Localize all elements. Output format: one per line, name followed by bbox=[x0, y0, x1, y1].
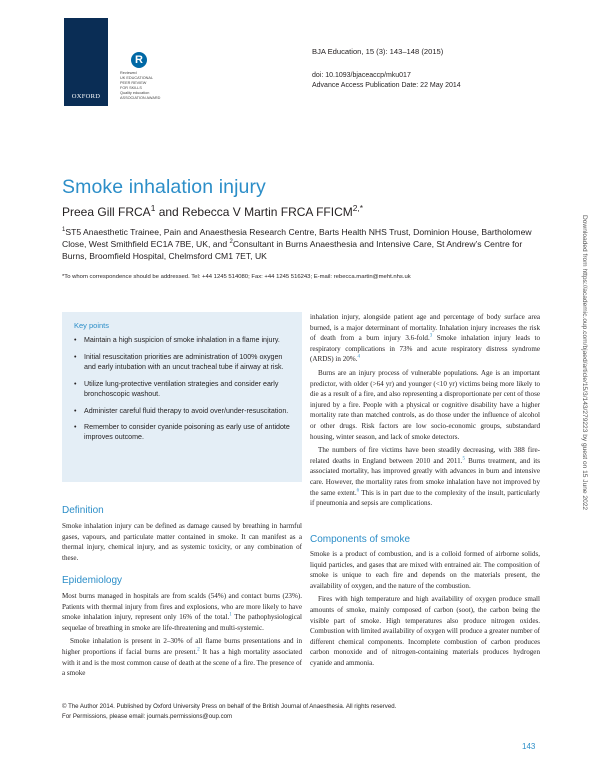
text-run: The pathophysiological sequelae of breathing in smoke are life-threatening and multi-systemic. bbox=[62, 613, 302, 632]
paragraph: Smoke inhalation injury can be defined as damage caused by breathing in harmful gases, vapours, and particulate matter contained in smoke. It can manifest as a thermal injury, chemical injury, and as systemic toxicity, or any combination of these. bbox=[62, 522, 302, 562]
paragraph bbox=[62, 591, 302, 633]
affiliation-2: Consultant in Burns Anaesthesia and Intensive Care, St Andrew’s Centre for Burns, Broomfield Hospital, Chelmsford CM1 7ET, UK bbox=[62, 238, 523, 261]
text-run: It has a high mortality associated with it and is the most common cause of death at the scene of a fire. The presence of a smoke bbox=[62, 647, 302, 678]
section-heading-epidemiology: Epidemiology bbox=[62, 575, 123, 586]
affiliations bbox=[62, 227, 542, 262]
badge-line: UK EDUCATIONAL bbox=[120, 76, 154, 80]
text-run: inhalation injury, alongside patient age and percentage of body surface area burned, is a major determinant of mortality. Inhalation injury increases the risk of death from a burn injury 3.6-fold. bbox=[310, 313, 540, 343]
publisher-logo bbox=[64, 18, 108, 106]
right-column-text bbox=[310, 312, 540, 509]
key-point: • Administer careful fluid therapy to avoid over/under-resuscitation. bbox=[74, 407, 296, 417]
text-run: Most burns managed in hospitals are from scalds (54%) and contact burns (23%). Patients with thermal injury from fires and explosions, who are more likely to have smoke inhalation injury, represent only 16% of the total. bbox=[62, 592, 302, 622]
citation-ref[interactable]: 6 bbox=[356, 488, 360, 494]
paragraph: Smoke is a product of combustion, and is a colloid formed of airborne solids, liquid particles, and gases that are mixed with entrained air. The composition of smoke is unique to each fire and depends on the materials present, the availability of oxygen, and the nature of the combustion. bbox=[310, 550, 540, 590]
key-point: • Remember to consider cyanide poisoning as early use of antidote improves outcome. bbox=[74, 423, 296, 443]
paragraph: Burns are an injury process of vulnerable populations. Age is an important predictor, with older (>64 yr) and younger (<10 yr) victims being more likely to die as a result of a fire, and also representing a disproportionate per cent of those injured by a fire. People with a physical or cognitive disability have a higher mortality rate than matched controls, as do those under the influence of alcohol or other drugs. Risk factors are low socio-economic groups, substandard housing, winter season, and lack of smoke detectors. bbox=[310, 368, 540, 441]
key-point: • Initial resuscitation priorities are administration of 100% oxygen and early intubation with an uncut tracheal tube if airway at risk. bbox=[74, 353, 296, 373]
author-affil-mark: 1 bbox=[150, 203, 156, 213]
page-number: 143 bbox=[522, 742, 536, 751]
copyright-notice: © The Author 2014. Published by Oxford University Press on behalf of the British Journal of Anaesthesia. All rights reserved. bbox=[62, 703, 397, 710]
advance-access-date: Advance Access Publication Date: 22 May 2014 bbox=[312, 82, 461, 89]
components-text bbox=[310, 549, 540, 669]
badge-line: PEER REVIEW bbox=[120, 81, 147, 85]
download-notice bbox=[580, 215, 590, 575]
section-heading-definition: Definition bbox=[62, 505, 104, 516]
author-martin: and Rebecca V Martin FRCA FFICM bbox=[155, 205, 353, 219]
key-point: • Utilize lung-protective ventilation strategies and consider early bronchoscopic washout. bbox=[74, 380, 296, 400]
article-title: Smoke inhalation injury bbox=[62, 176, 266, 198]
section-heading-components: Components of smoke bbox=[310, 534, 411, 545]
citation-ref[interactable]: 4 bbox=[357, 355, 360, 361]
paragraph bbox=[310, 312, 540, 365]
badge-line: Quality education bbox=[120, 91, 150, 95]
footer bbox=[62, 702, 396, 722]
journal-citation: BJA Education, 15 (3): 143–148 (2015) bbox=[312, 47, 444, 56]
text-run: This is in part due to the complexity of the insult, particularly if pneumonia and sepsis are complications. bbox=[310, 488, 540, 508]
doi[interactable]: doi: 10.1093/bjaceaccp/mku017 bbox=[312, 72, 411, 79]
text-run: Burns treatment, and its associated mortality, has improved greatly with advances in burn and intensive care. However, the mortality rates from smoke inhalation have not improved by the same extent. bbox=[310, 456, 540, 497]
epidemiology-text bbox=[62, 591, 302, 679]
citation-ref[interactable]: 2 bbox=[197, 647, 200, 653]
author-list bbox=[62, 205, 363, 219]
permissions-notice: For Permissions, please email: journals.permissions@oup.com bbox=[62, 713, 233, 720]
text-run: The numbers of fire victims have been steadily decreasing, with 388 fire-related deaths in England between 2010 and 2011. bbox=[310, 446, 540, 465]
badge-line: Reviewed bbox=[120, 71, 137, 75]
citation-ref[interactable]: 1 bbox=[229, 612, 232, 618]
review-badge-icon: R bbox=[131, 52, 147, 68]
paragraph bbox=[62, 636, 302, 678]
affiliation-1: ST5 Anaesthetic Trainee, Pain and Anaesthesia Research Centre, Barts Health NHS Trust, Dominion House, Bartholomew Close, West Smithfield EC1A 7BE, UK, and bbox=[62, 227, 532, 249]
author-gill: Preea Gill FRCA bbox=[62, 205, 151, 219]
paragraph bbox=[310, 445, 540, 509]
affil-mark: 1 bbox=[62, 227, 66, 234]
review-badge bbox=[116, 52, 162, 104]
correspondence: *To whom correspondence should be addressed. Tel: +44 1245 514080; Fax: +44 1245 516243; E-mail: rebecca.martin@meht.nhs.uk bbox=[62, 274, 411, 280]
paragraph: Fires with high temperature and high availability of oxygen produce small amounts of smoke, mainly composed of carbon (soot), the carbon being the visible part of smoke. High temperatures also produce nitrogen oxides. Combustion with limited availability of oxygen will produce a greater number of different chemical components. Incomplete combustion of carbon produces carbon monoxide and of nitrogen-containing materials produces hydrogen cyanide and ammonia. bbox=[310, 595, 540, 667]
publisher-logo-text: OXFORD bbox=[71, 93, 101, 100]
key-points-heading: Key points bbox=[74, 321, 110, 330]
download-notice-text: Downloaded from https://academic.oup.com/bjaed/article/15/3/143/279223 by guest on 15 June 2022 bbox=[581, 215, 588, 511]
badge-line: ASSOCIATION AWARD bbox=[120, 96, 161, 100]
definition-text bbox=[62, 521, 302, 563]
author-affil-mark: 2,* bbox=[352, 203, 363, 213]
text-run: Smoke inhalation injury leads to respiratory complications in 73% and acute respiratory distress syndrome (ARDS) in 20%. bbox=[310, 334, 540, 364]
citation-ref[interactable]: 5 bbox=[462, 456, 465, 462]
key-point: • Maintain a high suspicion of smoke inhalation in a flame injury. bbox=[74, 336, 296, 346]
citation-ref[interactable]: 3 bbox=[429, 333, 433, 339]
text-run: Smoke inhalation is present in 2–30% of all flame burns presentations and in higher proportions if facial burns are present. bbox=[62, 637, 302, 656]
key-points-box bbox=[62, 312, 302, 482]
badge-line: FOR SKILLS bbox=[120, 86, 142, 90]
affil-mark: 2 bbox=[229, 238, 233, 245]
